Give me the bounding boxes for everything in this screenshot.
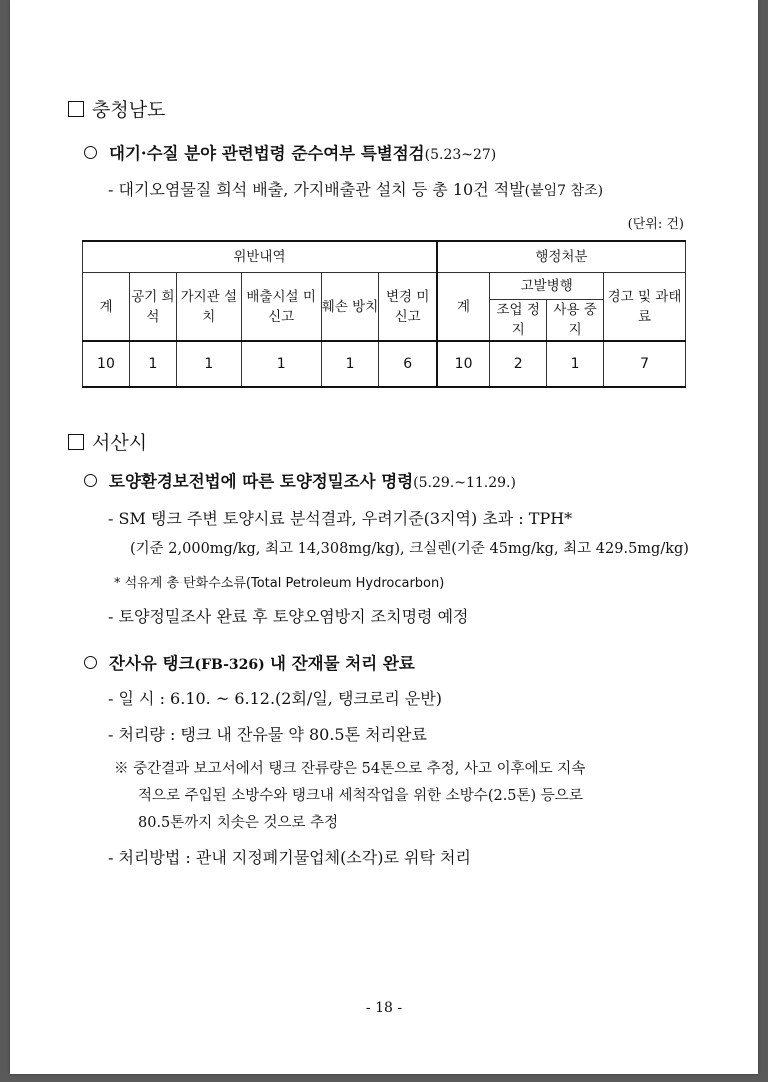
section-heading-chungnam — [68, 95, 165, 122]
note-line: 적으로 주입된 소방수와 탱크내 세척작업을 위한 소방수(2.5톤) 등으로 — [138, 788, 583, 804]
item-period: (5.29.~11.29.) — [413, 475, 516, 491]
value-unreported-facility: 1 — [241, 341, 321, 387]
item-heading-text: 대기·수질 분야 관련법령 준수여부 특별점검 — [109, 144, 425, 163]
note-line: ※ 중간결과 보고서에서 탱크 잔류량은 54톤으로 추정, 사고 이후에도 지속 — [114, 761, 586, 777]
note-line: 80.5톤까지 치솟은 것으로 추정 — [138, 815, 339, 831]
value-suspend-use: 1 — [547, 341, 604, 387]
soil-result-line: - SM 탱크 주변 토양시료 분석결과, 우려기준(3지역) 초과 : TPH* — [108, 509, 573, 528]
circle-bullet-icon — [84, 146, 97, 159]
item-heading-text: 잔사유 탱크 — [109, 654, 195, 673]
header-prosecution: 고발병행 — [490, 273, 604, 300]
header-dilution: 공기 희석 — [129, 273, 176, 342]
circle-bullet-icon — [84, 656, 97, 669]
checkbox-square-icon — [68, 101, 84, 117]
detail-line-violations — [108, 177, 603, 200]
value-suspend-operation: 2 — [490, 341, 547, 387]
header-suspend-use: 사용 중지 — [547, 300, 604, 342]
header-admin-group: 행정처분 — [437, 241, 686, 273]
page-number: - 18 - — [365, 1000, 403, 1016]
value-change-unreported: 6 — [379, 341, 437, 387]
header-total: 계 — [83, 273, 130, 342]
item-period: (5.23~27) — [424, 147, 497, 163]
unit-note: (단위: 건) — [627, 217, 684, 232]
item-heading-soil-order — [84, 468, 516, 492]
detail-ref: (붙임7 참조) — [524, 183, 604, 199]
item-heading-code: (FB-326) — [194, 657, 265, 673]
item-heading-tank-cleanup — [84, 650, 415, 674]
soil-plan-line: - 토양정밀조사 완료 후 토양오염방지 조치명령 예정 — [108, 607, 469, 626]
detail-main: - 대기오염물질 희석 배출, 가지배출관 설치 등 총 10건 적발 — [108, 180, 525, 199]
value-admin-total: 10 — [437, 341, 490, 387]
circle-bullet-icon — [84, 474, 97, 487]
header-suspend-operation: 조업 정지 — [490, 300, 547, 342]
value-dilution: 1 — [129, 341, 176, 387]
checkbox-square-icon — [68, 434, 84, 450]
header-change-unreported: 변경 미신고 — [379, 273, 437, 342]
section-heading-seosan — [68, 428, 147, 455]
value-total: 10 — [83, 341, 130, 387]
cleanup-amount-line: - 처리량 : 탱크 내 잔유물 약 80.5톤 처리완료 — [108, 725, 427, 744]
header-neglect: 훼손 방치 — [321, 273, 379, 342]
cleanup-note — [114, 756, 585, 837]
header-violation-group: 위반내역 — [83, 241, 437, 273]
header-admin-total: 계 — [437, 273, 490, 342]
section-title: 서산시 — [92, 432, 148, 454]
soil-result-detail: (기준 2,000mg/kg, 최고 14,308mg/kg), 크실렌(기준 45mg/kg, 최고 429.5mg/kg) — [130, 541, 689, 557]
value-warning-fine: 7 — [604, 341, 686, 387]
section-title: 충청남도 — [92, 99, 166, 121]
header-branch-pipe: 가지관 설치 — [176, 273, 241, 342]
cleanup-date-line: - 일 시 : 6.10. ~ 6.12.(2회/일, 탱크로리 운반) — [108, 689, 443, 708]
cleanup-method-line: - 처리방법 : 관내 지정폐기물업체(소각)로 위탁 처리 — [108, 848, 471, 867]
document-page — [10, 0, 758, 1074]
value-neglect: 1 — [321, 341, 379, 387]
value-branch-pipe: 1 — [176, 341, 241, 387]
header-warning-fine: 경고 및 과태료 — [604, 273, 686, 342]
header-unreported-facility: 배출시설 미신고 — [241, 273, 321, 342]
item-heading-rest: 내 잔재물 처리 완료 — [270, 654, 415, 673]
item-heading-inspection — [84, 140, 496, 164]
violations-table — [82, 240, 686, 388]
tph-footnote: * 석유계 총 탄화수소류(Total Petroleum Hydrocarbon) — [114, 576, 445, 591]
item-heading-text: 토양환경보전법에 따른 토양정밀조사 명령 — [109, 472, 414, 491]
